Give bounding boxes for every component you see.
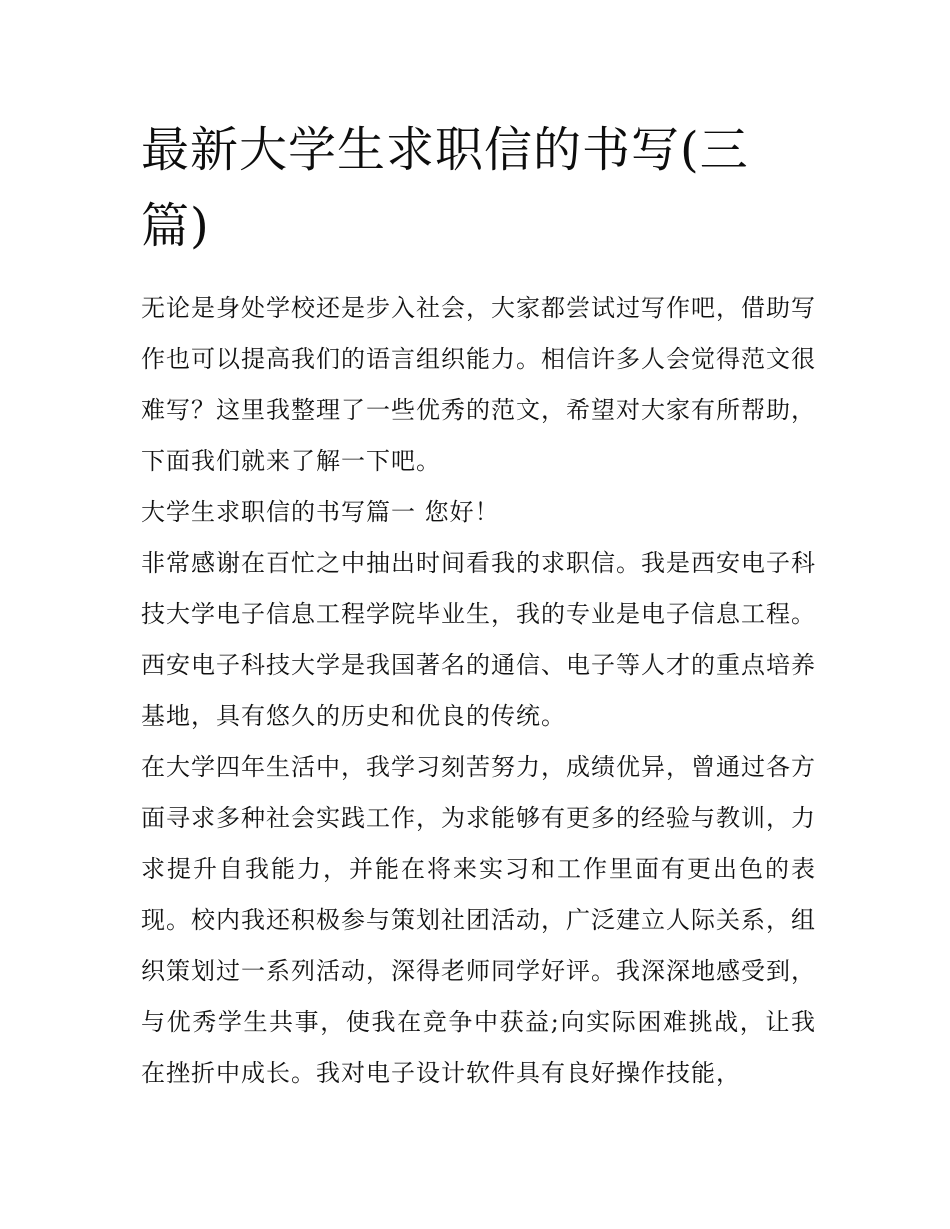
body-paragraph: 在大学四年生活中，我学习刻苦努力，成绩优异，曾通过各方面寻求多种社会实践工作，为求能够有更多的经验与教训，力求提升自我能力，并能在将来实习和工作里面有更出色的表现。校内我还积极参与策划社团活动，广泛建立人际关系，组织策划过一系列活动，深得老师同学好评。我深深地感受到，与优秀学生共事，使我在竞争中获益;向实际困难挑战，让我在挫折中成长。我对电子设计软件具有良好操作技能， <box>141 753 816 1087</box>
document-content <box>141 112 816 1099</box>
section-heading-greeting: 大学生求职信的书写篇一 您好！ <box>141 498 500 526</box>
document-body <box>141 283 816 1099</box>
document-title: 最新大学生求职信的书写(三篇) <box>141 122 749 254</box>
intro-paragraph: 无论是身处学校还是步入社会，大家都尝试过写作吧，借助写作也可以提高我们的语言组织能力。相信许多人会觉得范文很难写？这里我整理了一些优秀的范文，希望对大家有所帮助，下面我们就来了解一下吧。 <box>141 294 816 475</box>
body-paragraph: 非常感谢在百忙之中抽出时间看我的求职信。我是西安电子科技大学电子信息工程学院毕业生，我的专业是电子信息工程。西安电子科技大学是我国著名的通信、电子等人才的重点培养基地，具有悠久的历史和优良的传统。 <box>141 549 816 730</box>
